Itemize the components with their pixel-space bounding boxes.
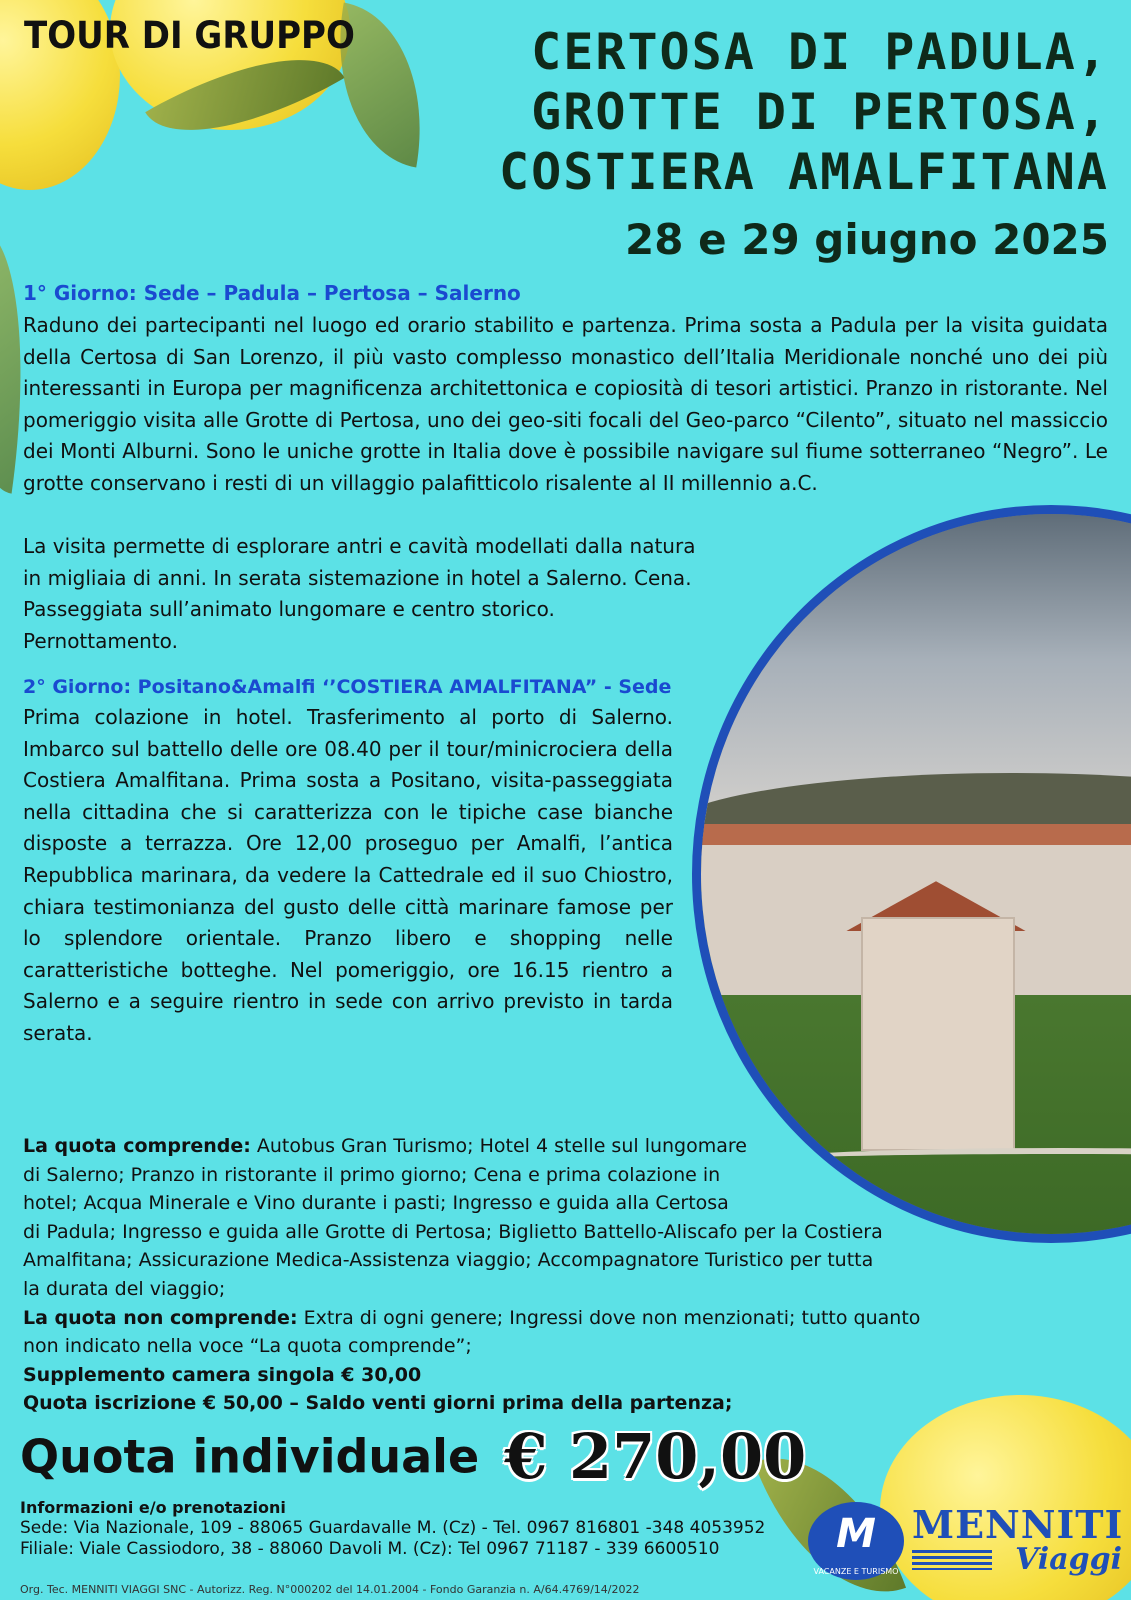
day1-text: Raduno dei partecipanti nel luogo ed orario stabilito e partenza. Prima sosta a Padula per la visita guidata della Certosa di San Lorenzo, il più vasto complesso monastico dell’Italia Meridionale nonché uno dei più interessanti in Europa per magnificenza architettonica e copiosità di tesori artistici. Pranzo in ristorante. Nel pomeriggio visita alle Grotte di Pertosa, uno dei geo-siti focali del Geo-parco “Cilento”, situato nel massiccio dei Monti Alburni. Sono le uniche grotte in Italia dove è possibile navigare sul fiume sotterraneo “Negro”. Le grotte conservano i resti di un villaggio palafitticolo risalente al II millennio a.C. [23,313,1108,495]
tour-tag: TOUR DI GRUPPO [24,14,355,58]
menniti-logo-text: MENNITI Viaggi [912,1502,1124,1577]
includes-line-6: la durata del viaggio; [23,1277,226,1300]
day1-line-2: in migliaia di anni. In serata sistemazione in hotel a Salerno. Cena. [23,565,692,590]
quote-details [23,1132,1013,1418]
single-room-supplement: Supplemento camera singola € 30,00 [23,1363,422,1386]
price-value: € 270,00 [504,1420,807,1493]
page-title [349,22,1109,202]
info-filiale: Filiale: Viale Cassiodoro, 38 - 88060 Davoli M. (Cz): Tel 0967 71187 - 339 6600510 [20,1539,720,1559]
excludes-label: La quota non comprende: [23,1306,298,1329]
menniti-logo-icon: M VACANZE E TURISMO [808,1502,904,1580]
price-row [20,1420,806,1493]
day2-heading: 2° Giorno: Positano&Amalfi ‘’COSTIERA AMALFITANA” - Sede [23,676,672,698]
title-line-1: CERTOSA DI PADULA, [531,23,1109,81]
excludes-line-1: La quota non comprende: Extra di ogni genere; Ingressi dove non menzionati; tutto quanto [23,1306,921,1329]
includes-line-3: hotel; Acqua Minerale e Vino durante i pasti; Ingresso e guida alla Certosa [23,1192,729,1215]
includes-line-4: di Padula; Ingresso e guida alle Grotte di Pertosa; Biglietto Battello-Aliscafo per la Costiera [23,1220,883,1243]
day1-line-1: La visita permette di esplorare antri e cavità modellati dalla natura [23,534,696,558]
day1-text-continued [23,531,783,657]
day1-line-3: Passeggiata sull’animato lungomare e centro storico. [23,597,555,622]
price-label: Quota individuale [20,1429,480,1484]
excludes-line-2: non indicato nella voce “La quota comprende”; [23,1335,472,1358]
includes-line-5: Amalfitana; Assicurazione Medica-Assistenza viaggio; Accompagnatore Turistico per tutta [23,1249,874,1272]
day1-heading: 1° Giorno: Sede – Padula – Pertosa – Salerno [23,281,521,305]
registration-fee: Quota iscrizione € 50,00 – Saldo venti giorni prima della partenza; [23,1392,733,1415]
includes-line-2: di Salerno; Pranzo in ristorante il primo giorno; Cena e prima colazione in [23,1163,721,1186]
includes-line-1: La quota comprende: Autobus Gran Turismo; Hotel 4 stelle sul lungomare [23,1135,747,1157]
contact-info [20,1497,765,1560]
day2-text: Prima colazione in hotel. Trasferimento al porto di Salerno. Imbarco sul battello delle ore 08.40 per il tour/minicrociera della Costiera Amalfitana. Prima sosta a Positano, visita-passeggiata nella cittadina che si caratterizza con le tipiche case bianche disposte a terrazza. Ore 12,00 proseguo per Amalfi, l’antica Repubblica marinara, da vedere la Cattedrale ed il suo Chiostro, chiara testimonianza del gusto delle città marinare famose per lo splendore orientale. Pranzo libero e shopping nelle caratteristiche botteghe. Nel pomeriggio, ore 16.15 rientro a Salerno e a seguire rientro in sede con arrivo previsto in tarda serata. [23,705,673,1045]
info-sede: Sede: Via Nazionale, 109 - 88065 Guardavalle M. (Cz) - Tel. 0967 816801 -348 4053952 [20,1518,766,1538]
info-heading: Informazioni e/o prenotazioni [20,1498,286,1517]
title-line-3: COSTIERA AMALFITANA [499,143,1109,201]
day1-line-4: Pernottamento. [23,628,178,653]
includes-label: La quota comprende: [23,1135,251,1157]
tour-dates: 28 e 29 giugno 2025 [625,215,1109,264]
title-line-2: GROTTE DI PERTOSA, [531,83,1109,141]
legal-footer: Org. Tec. MENNITI VIAGGI SNC - Autorizz. Reg. N°000202 del 14.01.2004 - Fondo Garanzia n. A/64.4769/14/2022 [20,1583,640,1596]
